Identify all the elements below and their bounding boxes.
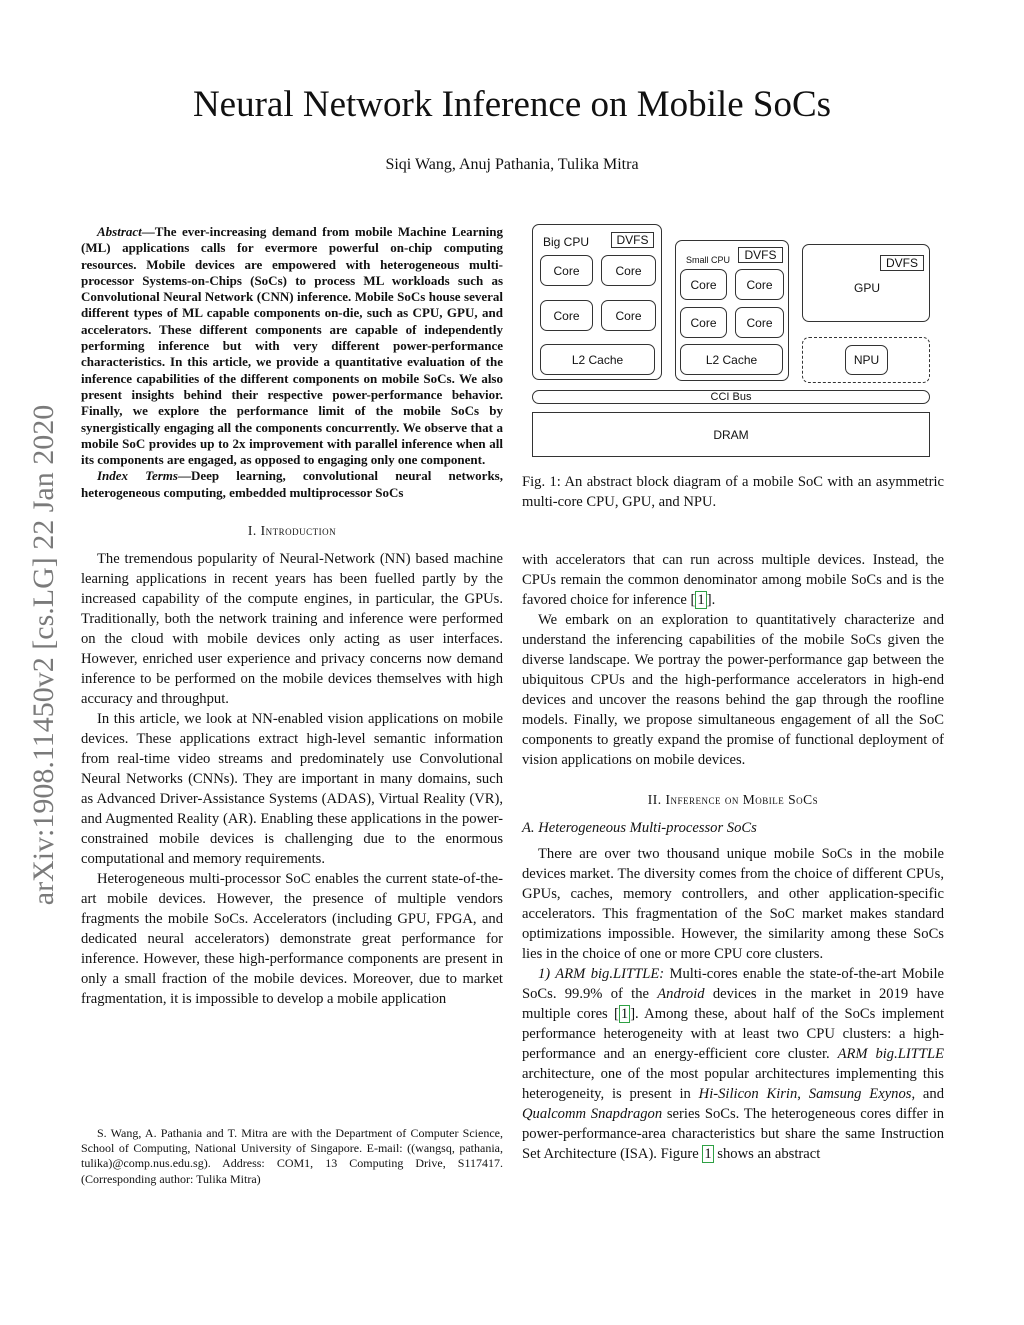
text-run: with accelerators that can run across multiple devices. Instead, the CPUs remain the common denominator among mobile SoCs and is the favored choice for inference [ bbox=[522, 552, 944, 608]
paper-title: Neural Network Inference on Mobile SoCs bbox=[192, 84, 832, 125]
section-heading-inference bbox=[522, 790, 944, 810]
cci-bus: CCI Bus bbox=[532, 390, 930, 404]
small-core-2: Core bbox=[735, 269, 784, 300]
section-number: I. bbox=[247, 523, 261, 539]
index-terms-text: —Deep learning, convolutional neural networks, heterogeneous computing, embedded multiprocessor SoCs bbox=[81, 468, 503, 500]
small-cpu-label: Small CPU bbox=[686, 255, 731, 265]
figure-link[interactable]: 1 bbox=[704, 1146, 712, 1162]
npu-block: NPU bbox=[845, 345, 888, 375]
dram-block: DRAM bbox=[532, 412, 930, 457]
big-cpu-dvfs: DVFS bbox=[611, 232, 654, 248]
index-terms-label: Index Terms bbox=[97, 468, 178, 484]
text-run: devices in the market in 2019 have multiple cores [ bbox=[522, 986, 944, 1022]
arxiv-identifier: arXiv:1908.11450v2 [cs.LG] 22 Jan 2020 bbox=[27, 404, 60, 906]
abstract bbox=[81, 224, 503, 501]
text-run: , and bbox=[911, 1086, 944, 1102]
subsection-heading: A. Heterogeneous Multi-processor SoCs bbox=[522, 820, 757, 836]
citation-link[interactable]: 1 bbox=[697, 592, 705, 608]
intro-paragraph-1: The tremendous popularity of Neural-Network (NN) based machine learning applications in recent years has been fuelled partly by the increased capability of the compute engines, in particular, the GPUs. Traditionally, both the network training and inference were performed on the cloud with mobile devices only acting as user interfaces. However, enriched user experience and privacy concerns now demand inference to be performed on the mobile devices themselves with high accuracy and throughput. bbox=[81, 551, 503, 708]
right-paragraph-2: We embark on an exploration to quantitatively characterize and understand the inferencing capabilities of the mobile SoCs given the diverse landscape. We portray the power-performance gap between the ubiquitous CPUs and the high-performance accelerators in high-end devices and uncover the reasons behind the gap through the roofline models. Finally, we propose simultaneous engagement of all the SoC components to greatly expand the promise of functional deployment of vision applications on mobile devices. bbox=[522, 612, 944, 768]
text-run: Hi-Silicon Kirin bbox=[698, 1086, 798, 1102]
section-heading-introduction bbox=[81, 521, 503, 541]
text-run: ]. bbox=[706, 592, 716, 608]
abstract-text: —The ever-increasing demand from mobile Machine Learning (ML) applications calls for evermore powerful on-chip computing resources. Mobile devices are empowered with heterogeneous multi-processor Systems-on-Chips (SoCs) to process ML workloads such as Convolutional Neural Network (CNN) inference. Mobile SoCs house several different types of ML capable components on-die, such as CPU, GPU, and accelerators. These different components are capable of independently performing inference but with very different power-performance characteristics. In this article, we provide a quantitative evaluation of the inference capabilities of the different components on mobile SoCs. We also present insights behind their respective power-performance behavior. Finally, we explore the performance limit of the mobile SoCs by synergistically engaging all the components concurrently. We observe that a mobile SoC provides up to 2x improvement with parallel inference when all its components are engaged, as opposed to engaging only one component. bbox=[81, 224, 503, 468]
paragraph-heading: 1) ARM big.LITTLE: bbox=[538, 966, 665, 982]
sec2-paragraph-2 bbox=[522, 964, 944, 1164]
small-core-1: Core bbox=[680, 269, 727, 300]
text-run: Multi-cores enable the state-of-the-art Mobile SoCs. 99.9% of the bbox=[522, 966, 944, 1002]
intro-paragraph-2: In this article, we look at NN-enabled vision applications on mobile devices. These applications extract high-level semantic information from real-time video streams and predominately use Convolutional Neural Networks (CNNs). They are important in many domains, such as Advanced Driver-Assistance Systems (ADAS), Virtual Reality (VR), and Augmented Reality (AR). Enabling these applications in the power-constrained mobile devices is challenging due to the enormous computational and memory requirements. bbox=[81, 711, 503, 868]
figure-caption: Fig. 1: An abstract block diagram of a mobile SoC with an asymmetric multi-core CPU, GPU, and NPU. bbox=[522, 474, 944, 510]
gpu-dvfs: DVFS bbox=[880, 255, 924, 271]
big-core-3: Core bbox=[540, 300, 593, 331]
text-run: , bbox=[797, 1086, 809, 1102]
small-cpu-dvfs: DVFS bbox=[738, 247, 783, 263]
small-cpu-l2-cache: L2 Cache bbox=[680, 344, 783, 375]
abstract-label: Abstract bbox=[97, 224, 142, 239]
right-paragraph-1 bbox=[522, 550, 944, 610]
soc-block-diagram bbox=[522, 224, 942, 464]
text-run: ARM big.LITTLE bbox=[837, 1046, 944, 1062]
footnote-text: S. Wang, A. Pathania and T. Mitra are with the Department of Computer Science, School of Computing, National University of Singapore. E-mail: ((wangsq, pathania, tulika)@comp.nus.edu.sg). Address: COM1, 13 Computing Drive, S117417. (Corresponding author: Tulika Mitra) bbox=[81, 1126, 503, 1186]
big-core-4: Core bbox=[601, 300, 656, 331]
big-core-2: Core bbox=[601, 255, 656, 286]
text-run: Qualcomm Snapdragon bbox=[522, 1106, 663, 1122]
left-column bbox=[81, 224, 503, 1009]
section-title: Inference on Mobile SoCs bbox=[665, 792, 819, 807]
right-column bbox=[522, 224, 944, 1164]
paper-authors: Siqi Wang, Anuj Pathania, Tulika Mitra bbox=[385, 156, 639, 173]
text-run: Samsung Exynos bbox=[808, 1086, 912, 1102]
gpu-label: GPU bbox=[854, 281, 881, 295]
text-run: shows an abstract bbox=[713, 1146, 821, 1162]
text-run: Android bbox=[657, 986, 705, 1002]
citation-link[interactable]: 1 bbox=[620, 1006, 629, 1022]
text-run: ]. Among these, about half of the SoCs implement performance heterogeneity with at least two CPU clusters: a high-performance and an energy-efficient core cluster. bbox=[522, 1006, 944, 1062]
small-core-4: Core bbox=[735, 307, 784, 338]
big-core-1: Core bbox=[540, 255, 593, 286]
section-number: II. bbox=[647, 792, 666, 807]
footnote bbox=[81, 1126, 503, 1187]
section-title: Introduction bbox=[260, 523, 337, 539]
small-core-3: Core bbox=[680, 307, 727, 338]
intro-paragraph-3: Heterogeneous multi-processor SoC enables the current state-of-the-art mobile devices. However, the presence of multiple vendors fragments the mobile SoCs. Accelerators (including GPU, FPGA, and dedicated neural accelerators) demonstrate great performance for inference. However, these high-performance components are present in only a small fraction of the mobile devices. Moreover, due to market fragmentation, it is impossible to develop a mobile application bbox=[81, 871, 503, 1008]
big-cpu-l2-cache: L2 Cache bbox=[540, 344, 655, 375]
sec2-paragraph-1: There are over two thousand unique mobile SoCs in the mobile devices market. The diversity comes from the choice of different CPUs, GPUs, caches, memory controllers, and other application-specific accelerators. This fragmentation of the SoC market makes standard optimizations impossible. However, the similarity among these SoCs lies in the choice of one or more CPU core clusters. bbox=[522, 846, 944, 962]
big-cpu-label: Big CPU bbox=[543, 235, 590, 249]
text-run: architecture, one of the most popular architectures implementing this heterogeneity, is present in bbox=[522, 1066, 944, 1102]
text-run: series SoCs. The heterogeneous cores differ in power-performance-area characteristics but share the same Instruction Set Architecture (ISA). Figure bbox=[522, 1106, 944, 1162]
